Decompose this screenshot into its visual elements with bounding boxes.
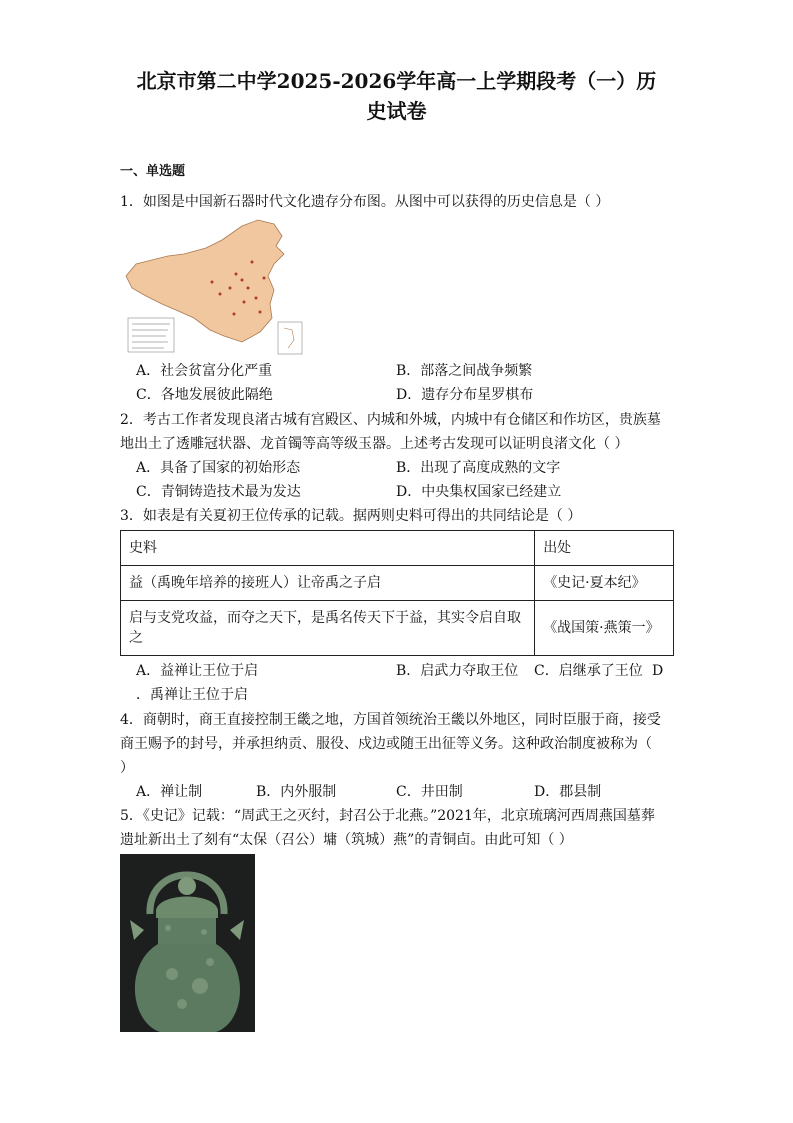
vessel-neck	[158, 918, 216, 944]
bronze-you-vessel-photo	[120, 854, 255, 1032]
q3-option-b[interactable]: B．启武力夺取王位	[396, 663, 519, 679]
table-cell: 启与支党攻益，而夺之天下，是禹名传天下于益，其实令启自取之	[121, 601, 535, 656]
q2-stem-line-1: 2．考古工作者发现良渚古城有宫殿区、内城和外城，内城中有仓储区和作坊区，贵族墓	[120, 412, 661, 428]
site-marker	[255, 297, 258, 300]
q2-option-a[interactable]: A．具备了国家的初始形态	[136, 460, 301, 476]
q1-option-c[interactable]: C．各地发展彼此隔绝	[136, 387, 273, 403]
title-line-2: 史试卷	[366, 99, 427, 123]
table-cell: 《战国策·燕策一》	[535, 601, 674, 656]
section-heading: 一、单选题	[120, 164, 186, 179]
south-sea-inset	[278, 322, 302, 354]
q5-stem-line-2: 遗址新出土了刻有“太保（召公）墉（筑城）燕”的青铜卣。由此可知（ ）	[120, 832, 573, 848]
q3-option-d-letter[interactable]: D	[652, 663, 664, 679]
q3-option-a[interactable]: A．益禅让王位于启	[136, 663, 259, 679]
q4-option-b[interactable]: B．内外服制	[256, 784, 337, 800]
q4-stem-line-3: ）	[120, 760, 134, 776]
site-marker	[263, 277, 266, 280]
q1-stem: 1．如图是中国新石器时代文化遗存分布图。从图中可以获得的历史信息是（ ）	[120, 194, 610, 210]
table-row	[121, 566, 674, 601]
site-marker	[241, 279, 244, 282]
site-marker	[243, 301, 246, 304]
table-header-cell: 史料	[121, 531, 535, 566]
site-marker	[247, 287, 250, 290]
table-header-row	[121, 531, 674, 566]
q4-option-a[interactable]: A．禅让制	[136, 784, 203, 800]
q1-option-d[interactable]: D．遗存分布星罗棋布	[396, 387, 534, 403]
table-cell: 《史记·夏本纪》	[535, 566, 674, 601]
vessel-body	[135, 944, 240, 1032]
neolithic-site-map	[124, 218, 306, 356]
q5-stem-line-1: 5．《史记》记载：“周武王之灭纣，封召公于北燕。”2021年，北京琉璃河西周燕国墓葬	[120, 808, 655, 824]
table-row	[121, 601, 674, 656]
q2-stem-line-2: 地出土了透雕冠状器、龙首镯等高等级玉器。上述考古发现可以证明良渚文化（ ）	[120, 436, 629, 452]
q2-option-b[interactable]: B．出现了高度成熟的文字	[396, 460, 561, 476]
q1-option-a[interactable]: A．社会贫富分化严重	[136, 363, 273, 379]
table-cell: 益（禹晚年培养的接班人）让帝禹之子启	[121, 566, 535, 601]
site-marker	[211, 281, 214, 284]
site-marker	[235, 273, 238, 276]
q3-option-d-text[interactable]: ．禹禅让王位于启	[136, 687, 248, 703]
q3-stem: 3．如表是有关夏初王位传承的记载。据两则史料可得出的共同结论是（ ）	[120, 508, 582, 524]
lid-knob	[178, 877, 196, 895]
q4-stem-line-2: 商王赐予的封号，并承担纳贡、服役、戍边或随王出征等义务。这种政治制度被称为（	[120, 736, 652, 752]
map-legend	[128, 318, 174, 352]
q4-option-c[interactable]: C．井田制	[396, 784, 463, 800]
q3-source-table	[120, 530, 674, 656]
site-marker	[251, 261, 254, 264]
q1-option-b[interactable]: B．部落之间战争频繁	[396, 363, 533, 379]
q2-option-d[interactable]: D．中央集权国家已经建立	[396, 484, 562, 500]
site-marker	[259, 311, 262, 314]
site-marker	[219, 293, 222, 296]
q3-option-c[interactable]: C．启继承了王位	[534, 663, 643, 679]
title-line-1: 北京市第二中学2025-2026学年高一上学期段考（一）历	[136, 69, 657, 93]
q4-option-d[interactable]: D．郡县制	[534, 784, 602, 800]
page-title	[60, 66, 733, 126]
q4-stem-line-1: 4．商朝时，商王直接控制王畿之地，方国首领统治王畿以外地区，同时臣服于商，接受	[120, 712, 661, 728]
q2-option-c[interactable]: C．青铜铸造技术最为发达	[136, 484, 301, 500]
site-marker	[229, 287, 232, 290]
table-header-cell: 出处	[535, 531, 674, 566]
site-marker	[233, 313, 236, 316]
